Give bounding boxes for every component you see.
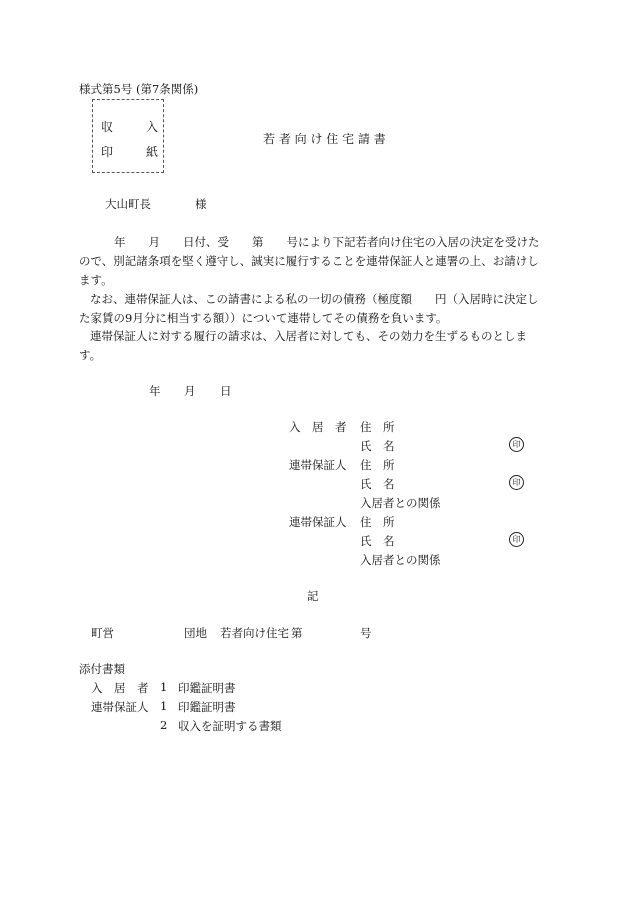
addressee-honorific: 様	[195, 197, 207, 211]
body-paragraph-1	[79, 233, 553, 290]
attachment-text: 印鑑証明書	[178, 700, 236, 714]
property-complex: 団地	[184, 626, 207, 640]
body-line: なお、連帯保証人は、この請書による私の一切の債務（極度額 円（入居時に決定し	[90, 292, 539, 306]
property-no-prefix: 第	[291, 626, 303, 640]
stamp-char: 印	[101, 145, 114, 159]
property-no-suffix: 号	[360, 626, 372, 640]
tenant-name-label: 氏 名	[360, 439, 395, 453]
guarantor2-label: 連帯保証人	[289, 515, 347, 529]
tenant-address-label: 住 所	[360, 420, 395, 434]
guarantor1-name-label: 氏 名	[360, 477, 395, 491]
guarantor1-relation-label: 入居者との関係	[360, 496, 441, 510]
attachment-number: 1	[160, 680, 168, 694]
date-day: 日	[220, 384, 232, 398]
document-title: 若 者 向 け 住 宅 請 書	[263, 132, 386, 146]
ki-heading: 記	[307, 589, 319, 603]
attachments-guarantor-label: 連帯保証人	[91, 700, 149, 714]
property-type: 若者向け住宅	[220, 626, 289, 640]
body-line: 連帯保証人に対する履行の請求は、入居者に対しても、その効力を生ずるものとしま	[90, 329, 527, 343]
seal-mark-icon: 印	[509, 475, 524, 490]
guarantor1-label: 連帯保証人	[289, 458, 347, 472]
guarantor2-relation-label: 入居者との関係	[360, 553, 441, 567]
attachment-text: 収入を証明する書類	[178, 719, 282, 733]
tenant-label: 入 居 者	[289, 420, 347, 434]
body-line: 年 月 日付、受 第 号により下記若者向け住宅の入居の決定を受けた	[114, 235, 540, 249]
guarantor1-address-label: 住 所	[360, 458, 395, 472]
seal-mark-icon: 印	[509, 437, 524, 452]
body-paragraph-2	[79, 290, 553, 328]
stamp-char: 収	[101, 120, 114, 134]
attachment-text: 印鑑証明書	[178, 681, 236, 695]
seal-mark-icon: 印	[509, 532, 524, 547]
stamp-char: 入	[146, 120, 159, 134]
date-month: 月	[184, 384, 196, 398]
attachment-number: 1	[160, 699, 168, 713]
attachments-tenant-label: 入 居 者	[91, 681, 149, 695]
body-line: ので、別記諸条項を堅く遵守し、誠実に履行することを連帯保証人と連署の上、お請けし	[79, 254, 539, 268]
date-year: 年	[149, 384, 161, 398]
guarantor2-name-label: 氏 名	[360, 534, 395, 548]
guarantor2-address-label: 住 所	[360, 515, 395, 529]
body-paragraph-3	[79, 327, 553, 365]
body-line: ます。	[79, 273, 113, 287]
addressee-name: 大山町長	[105, 197, 151, 211]
attachment-number: 2	[160, 718, 168, 732]
revenue-stamp-box	[92, 99, 164, 173]
stamp-char: 紙	[146, 145, 159, 159]
body-line: た家賃の9月分に相当する額））について連帯してその債務を負います。	[79, 311, 448, 325]
form-number: 様式第5号 (第7条関係)	[79, 82, 199, 96]
body-line: す。	[79, 348, 102, 362]
attachments-heading: 添付書類	[79, 662, 125, 676]
property-town: 町営	[91, 626, 114, 640]
